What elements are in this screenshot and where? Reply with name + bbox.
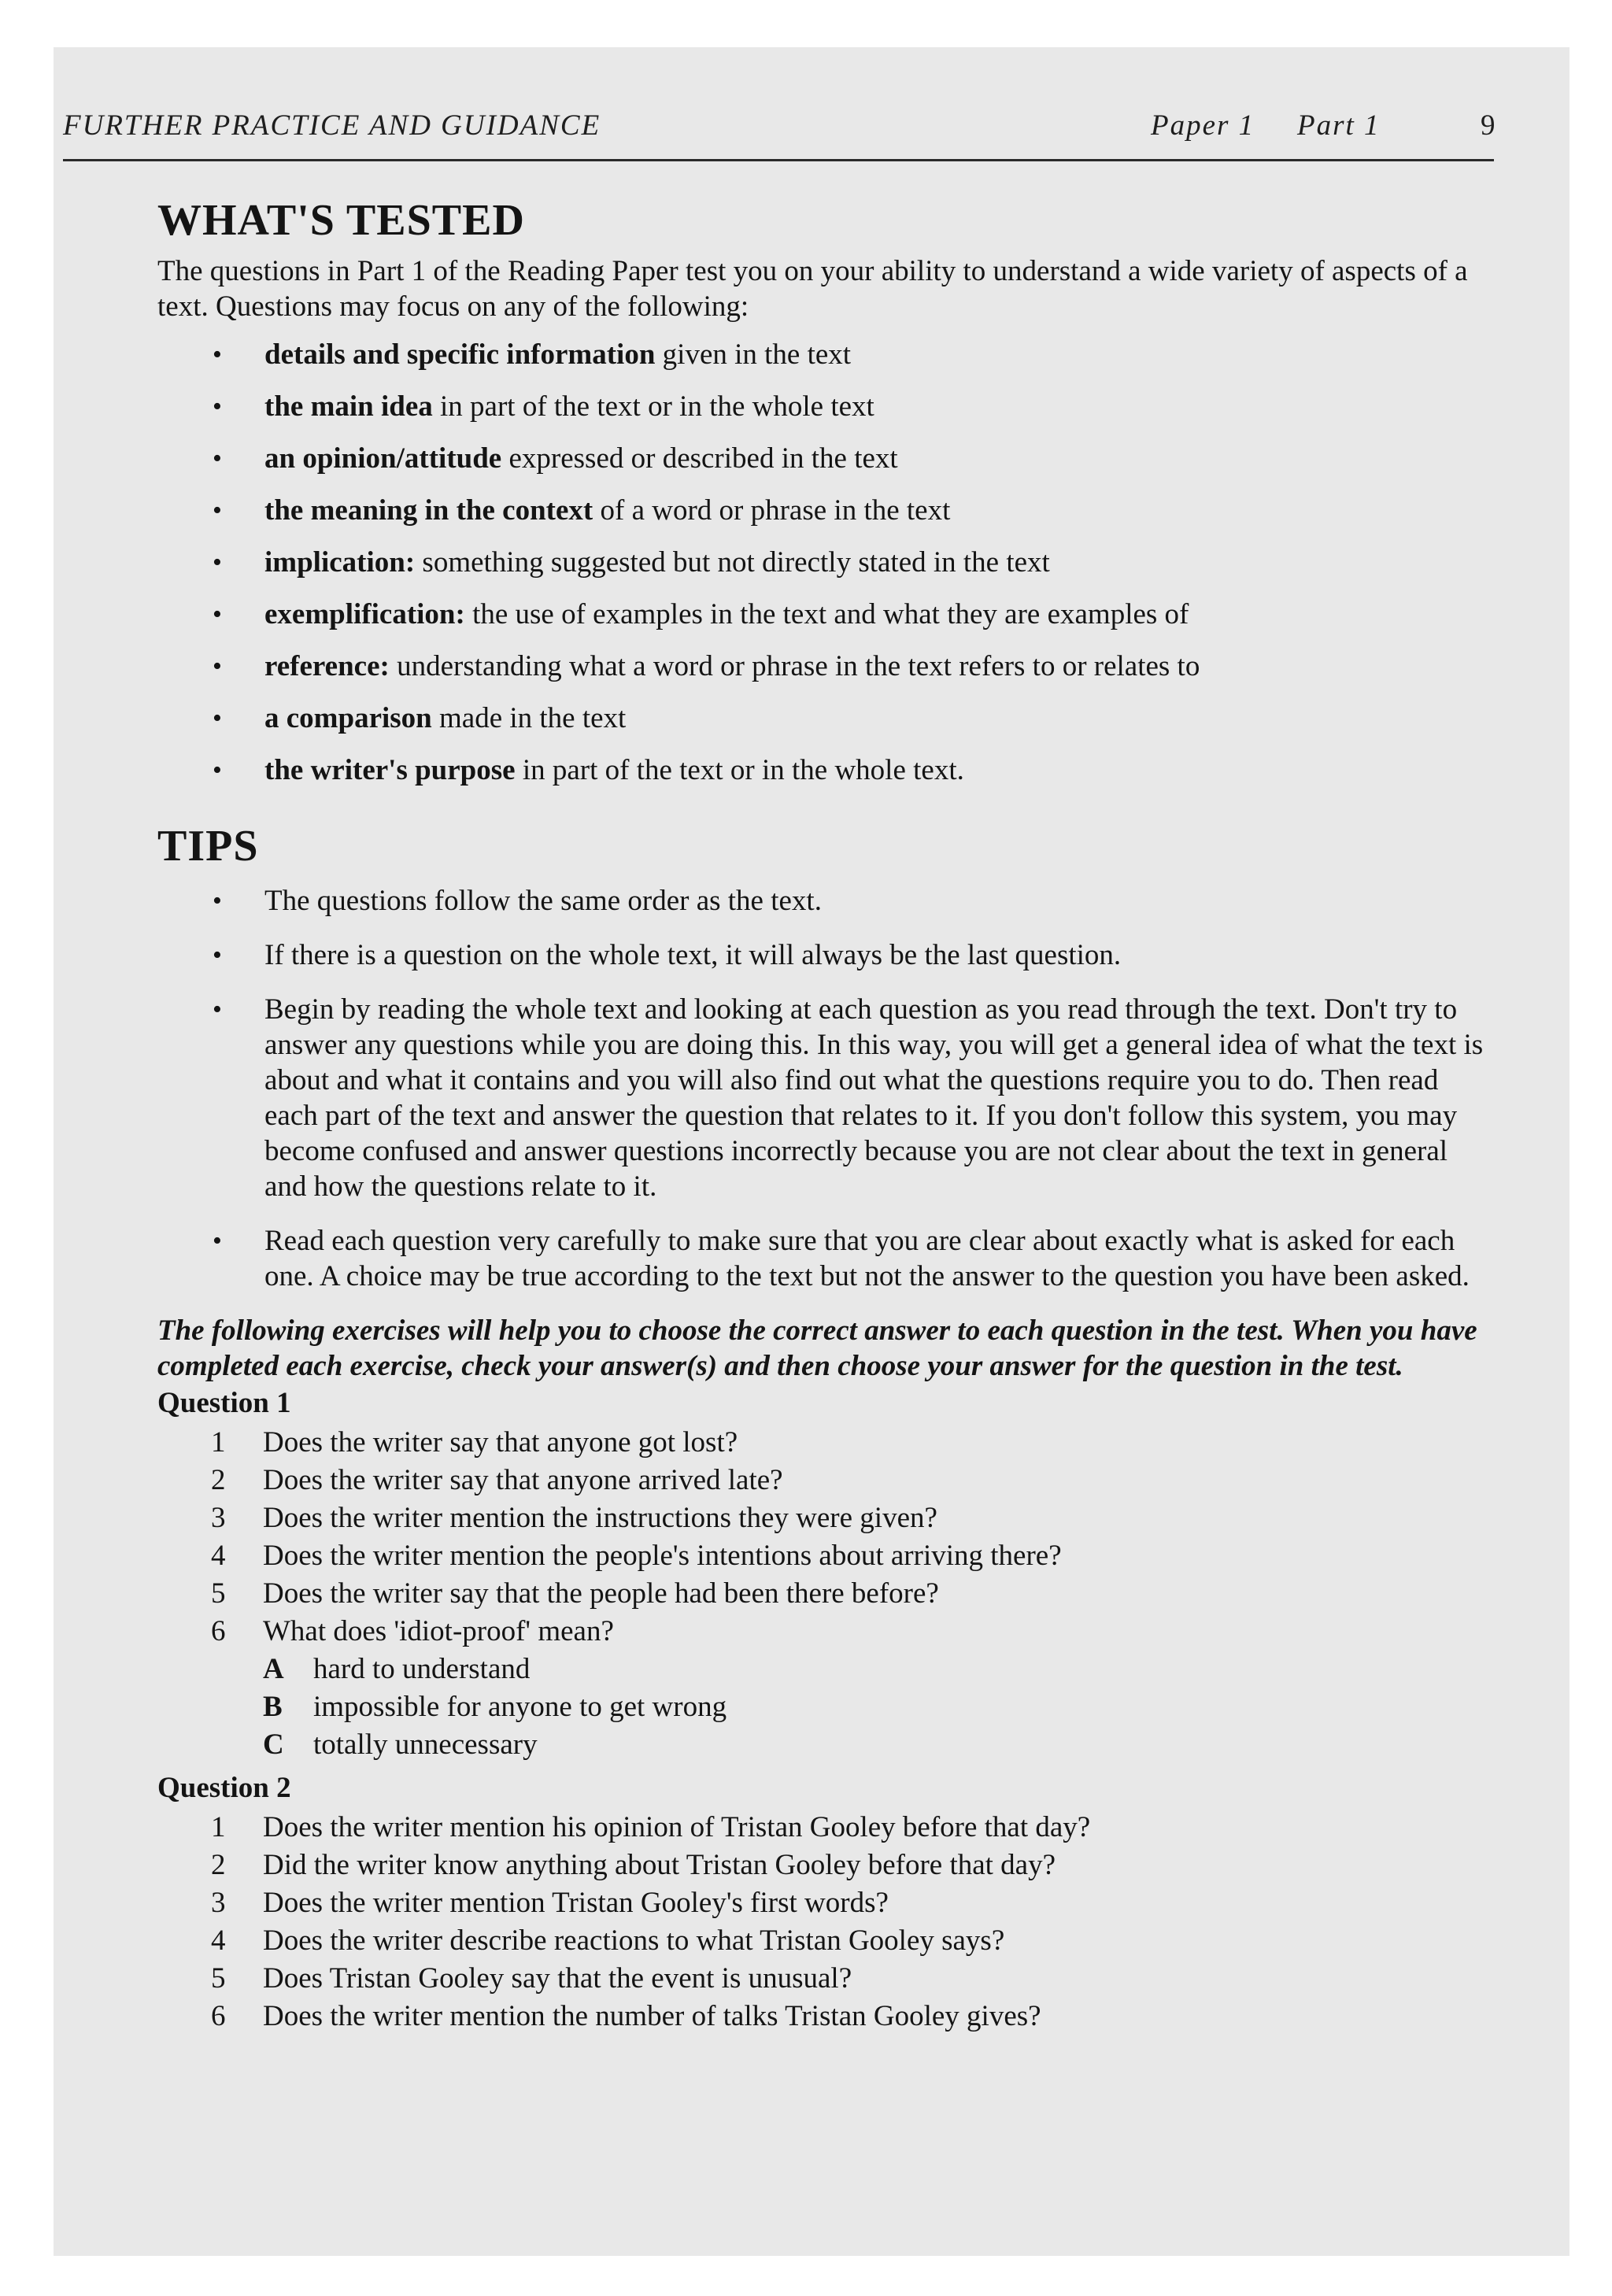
part-label: Part 1 — [1297, 109, 1381, 142]
list-item: 5 Does the writer say that the people had been there before? — [211, 1577, 939, 1610]
tips-list — [157, 883, 1496, 1294]
list-item: 3 Does the writer mention the instructions they were given? — [211, 1502, 937, 1535]
list-item: 6 What does 'idiot-proof' mean? — [211, 1615, 614, 1648]
list-item: 2 Did the writer know anything about Tristan Gooley before that day? — [211, 1849, 1056, 1882]
section-title: FURTHER PRACTICE AND GUIDANCE — [63, 109, 601, 142]
list-item: 4 Does the writer mention the people's intentions about arriving there? — [211, 1540, 1062, 1573]
tips-heading: TIPS — [157, 821, 259, 871]
paper-label: Paper 1 — [1151, 109, 1255, 142]
question-2-heading: Question 2 — [157, 1772, 291, 1805]
question-1-options — [157, 1651, 1496, 1764]
tested-skills-list — [157, 337, 1496, 788]
list-item: • Begin by reading the whole text and looking at each question as you read through the text. Don't try to answer any questions while you are doing this. In this way, you will get a general idea of what the text is about and what it contains and you will also find out what the questions require you to do. Then read each part of the text and answer the question that relates to it. If you don't follow this system, you may become confused and answer questions incorrectly because you are not clear about the text in general and how the questions relate to it. — [157, 992, 1496, 1204]
list-item: • If there is a question on the whole text, it will always be the last question. — [157, 937, 1496, 973]
list-item: 1 Does the writer mention his opinion of Tristan Gooley before that day? — [211, 1811, 1091, 1844]
list-item: • the meaning in the context of a word or phrase in the text — [157, 493, 1496, 528]
page-number: 9 — [1481, 109, 1497, 142]
list-item: • an opinion/attitude expressed or described in the text — [157, 441, 1496, 476]
list-item: 6 Does the writer mention the number of talks Tristan Gooley gives? — [211, 2000, 1041, 2033]
list-item: 5 Does Tristan Gooley say that the event is unusual? — [211, 1962, 852, 1995]
page-content — [157, 197, 1496, 2035]
list-item: 1 Does the writer say that anyone got lost? — [211, 1426, 738, 1459]
list-item: • implication: something suggested but not directly stated in the text — [157, 545, 1496, 580]
whats-tested-heading: WHAT'S TESTED — [157, 196, 525, 245]
option-item: B impossible for anyone to get wrong — [263, 1691, 727, 1724]
option-item: C totally unnecessary — [263, 1728, 538, 1762]
list-item: • the main idea in part of the text or in the whole text — [157, 389, 1496, 424]
running-header — [63, 109, 1497, 142]
exercise-instruction: The following exercises will help you to choose the correct answer to each question in the test. When you have completed each exercise, check your answer(s) and then choose your answer for the question in the test. — [157, 1314, 1477, 1383]
list-item: • details and specific information given in the text — [157, 337, 1496, 372]
list-item: 3 Does the writer mention Tristan Gooley's first words? — [211, 1887, 889, 1920]
list-item: • a comparison made in the text — [157, 701, 1496, 736]
question-2-list — [157, 1809, 1496, 2035]
list-item: • reference: understanding what a word or phrase in the text refers to or relates to — [157, 649, 1496, 684]
list-item: • the writer's purpose in part of the text or in the whole text. — [157, 752, 1496, 788]
list-item: • exemplification: the use of examples in the text and what they are examples of — [157, 597, 1496, 632]
question-1-heading: Question 1 — [157, 1387, 291, 1420]
option-item: A hard to understand — [263, 1653, 531, 1686]
header-rule — [63, 159, 1494, 161]
list-item: 4 Does the writer describe reactions to what Tristan Gooley says? — [211, 1924, 1005, 1958]
whats-tested-intro: The questions in Part 1 of the Reading Paper test you on your ability to understand a wide variety of aspects of a text. Questions may focus on any of the following: — [157, 254, 1468, 323]
list-item: 2 Does the writer say that anyone arrived late? — [211, 1464, 783, 1497]
list-item: • The questions follow the same order as the text. — [157, 883, 1496, 919]
question-1-list — [157, 1424, 1496, 1651]
list-item: • Read each question very carefully to make sure that you are clear about exactly what is asked for each one. A choice may be true according to the text but not the answer to the question you have been asked. — [157, 1223, 1496, 1294]
